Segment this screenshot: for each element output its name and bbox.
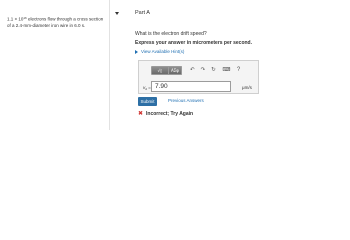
collapse-caret-icon[interactable] [115,12,119,15]
redo-icon[interactable]: ↷ [200,67,206,73]
math-toolbar [151,65,243,75]
view-hints-link[interactable] [135,49,184,55]
problem-statement [7,15,105,29]
answer-variable-label [143,85,151,92]
templates-button[interactable]: √▯ [151,66,169,75]
feedback-message [138,111,193,117]
answer-input[interactable] [151,81,231,92]
question-panel [110,0,350,130]
equals-sign: = [146,85,151,90]
greek-symbols-button[interactable]: ΑΣφ [169,66,182,75]
feedback-text: Incorrect; Try Again [146,111,194,117]
incorrect-x-icon: ✖ [138,110,144,117]
hints-label: View Available Hint(s) [141,49,185,54]
reset-icon[interactable]: ↻ [211,67,216,73]
answer-box [138,60,259,94]
help-icon[interactable]: ? [236,67,241,73]
variable-symbol: v [143,85,146,90]
variable-subscript: d [145,87,147,91]
question-prompt: What is the electron drift speed? [135,31,207,37]
problem-text-start: 1.1 × 10 [7,16,24,22]
answer-units: μm/s [242,85,252,90]
part-title: Part A [135,10,150,16]
undo-icon[interactable]: ↶ [190,67,195,73]
previous-answers-link[interactable]: Previous Answers [168,98,204,103]
problem-panel [0,0,110,130]
submit-button[interactable]: Submit [138,97,157,106]
answer-instruction: Express your answer in micrometers per second. [135,40,252,46]
problem-exponent: 16 [23,16,27,20]
problem-text-end: electrons flow through a cross section of a 2.4-mm-diameter iron wire in 6.0 s. [7,16,104,28]
part-header[interactable] [115,9,150,17]
expand-caret-icon [135,50,138,54]
keyboard-icon[interactable]: ⌨ [222,67,231,73]
